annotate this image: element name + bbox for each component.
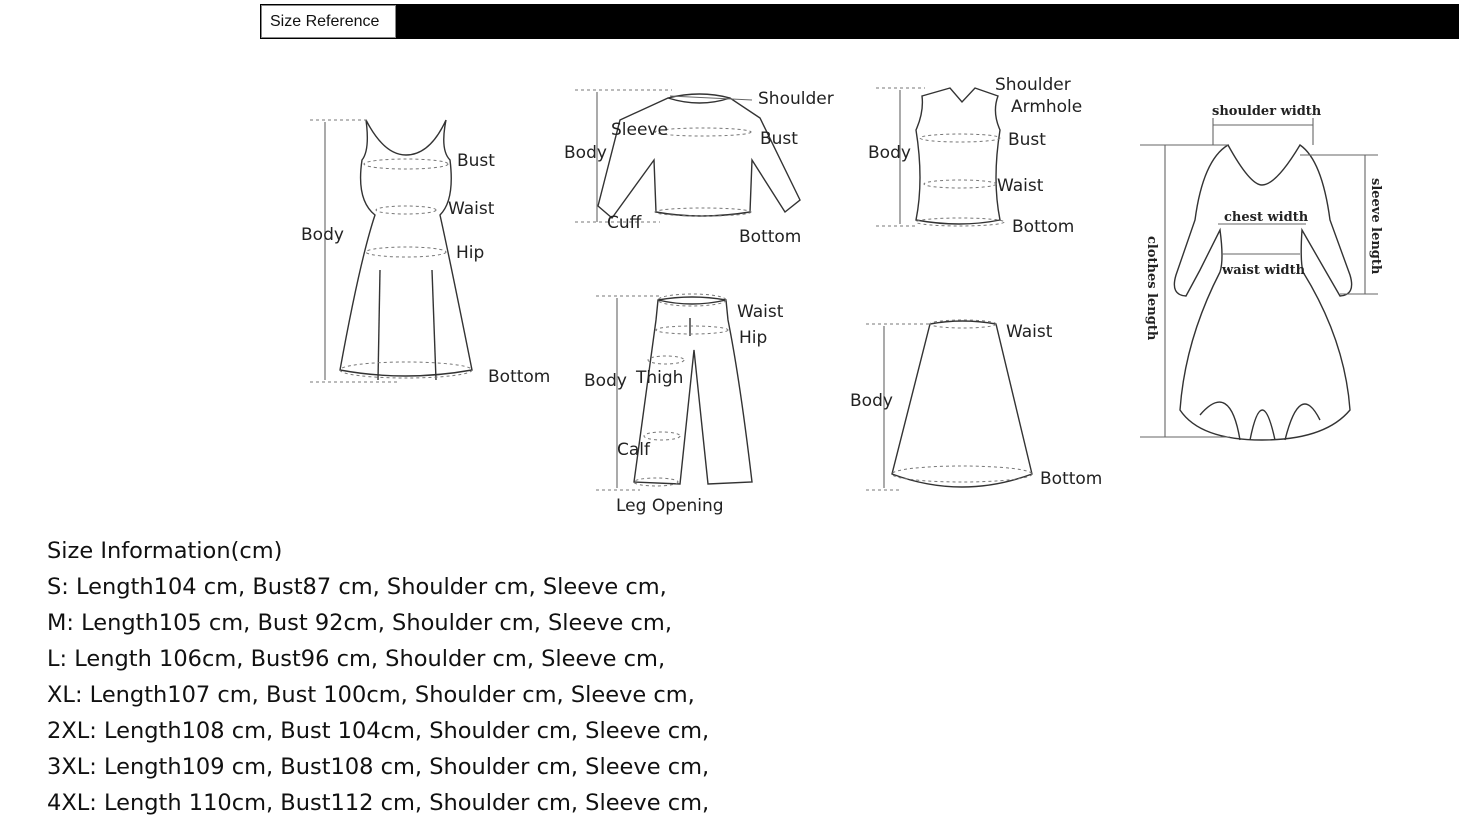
size-information — [47, 533, 709, 821]
vest-body-label: Body — [868, 143, 911, 163]
pants-calf-label: Calf — [617, 440, 650, 460]
size-line-xl: XL: Length107 cm, Bust 100cm, Shoulder cm, Sleeve cm, — [47, 682, 695, 708]
top-diagram — [564, 89, 834, 247]
chest-width-label: chest width — [1224, 210, 1309, 225]
top-sleeve-label: Sleeve — [611, 120, 668, 140]
skirt-bottom-label: Bottom — [1040, 469, 1103, 489]
dress-bottom-label: Bottom — [488, 367, 551, 387]
clothes-length-label: clothes length — [1144, 236, 1159, 341]
skirt-waist-label: Waist — [1006, 322, 1053, 342]
skirt-body-label: Body — [850, 391, 893, 411]
size-line-l: L: Length 106cm, Bust96 cm, Shoulder cm, Sleeve cm, — [47, 646, 666, 672]
pants-leg-opening-label: Leg Opening — [616, 496, 724, 516]
dress-bust-label: Bust — [457, 151, 495, 171]
size-line-4xl: 4XL: Length 110cm, Bust112 cm, Shoulder cm, Sleeve cm, — [47, 790, 710, 816]
header-bar — [260, 4, 1459, 39]
vest-bottom-label: Bottom — [1012, 217, 1075, 237]
sleeve-length-label: sleeve length — [1368, 178, 1383, 275]
size-line-2xl: 2XL: Length108 cm, Bust 104cm, Shoulder cm, Sleeve cm, — [47, 718, 710, 744]
size-line-m: M: Length105 cm, Bust 92cm, Shoulder cm, Sleeve cm, — [47, 610, 672, 636]
vest-armhole-label: Armhole — [1011, 97, 1083, 117]
size-info-title: Size Information(cm) — [47, 538, 283, 564]
top-body-label: Body — [564, 143, 607, 163]
shoulder-width-label: shoulder width — [1212, 104, 1322, 119]
long-dress-diagram — [1140, 104, 1383, 440]
pants-body-label: Body — [584, 371, 627, 391]
waist-width-label: waist width — [1222, 263, 1306, 278]
skirt-diagram — [850, 320, 1102, 490]
size-reference-diagram — [0, 40, 1459, 530]
vest-bust-label: Bust — [1008, 130, 1046, 150]
pants-thigh-label: Thigh — [636, 368, 684, 388]
size-line-s: S: Length104 cm, Bust87 cm, Shoulder cm, Sleeve cm, — [47, 574, 667, 600]
dress-body-label: Body — [301, 225, 344, 245]
vest-waist-label: Waist — [997, 176, 1044, 196]
size-reference-tab[interactable]: Size Reference — [261, 5, 396, 38]
top-shoulder-label: Shoulder — [758, 89, 834, 109]
vest-diagram — [868, 75, 1082, 237]
vest-shoulder-label: Shoulder — [995, 75, 1071, 95]
pants-waist-label: Waist — [737, 302, 784, 322]
dress-hip-label: Hip — [456, 243, 485, 263]
top-bust-label: Bust — [760, 129, 798, 149]
dress-waist-label: Waist — [448, 199, 495, 219]
top-bottom-label: Bottom — [739, 227, 802, 247]
top-cuff-label: Cuff — [607, 213, 642, 233]
pants-hip-label: Hip — [739, 328, 768, 348]
size-line-3xl: 3XL: Length109 cm, Bust108 cm, Shoulder cm, Sleeve cm, — [47, 754, 710, 780]
pants-diagram — [584, 294, 784, 516]
dress-diagram — [301, 120, 550, 387]
